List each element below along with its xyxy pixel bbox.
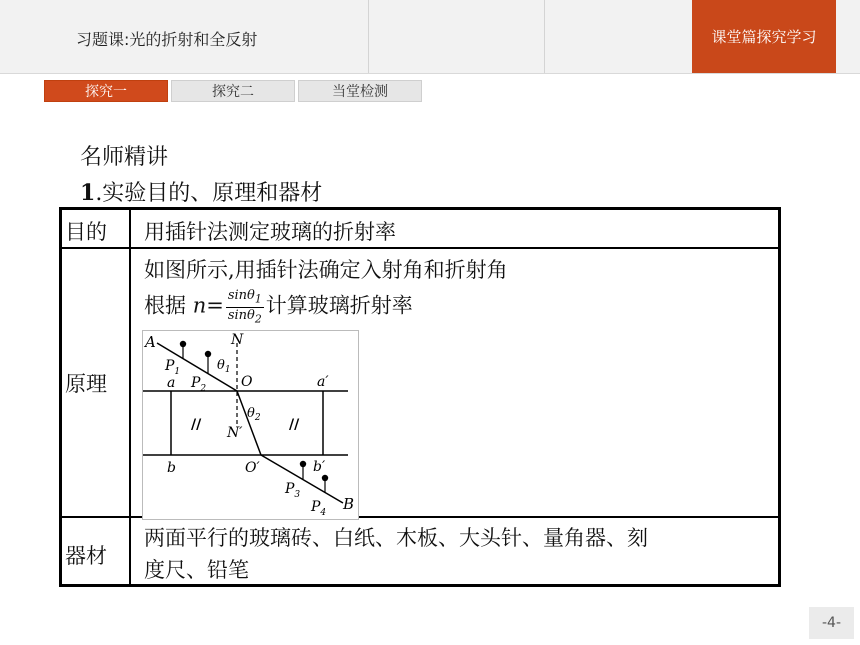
pin-p2 <box>205 351 211 357</box>
principle-line-1: 如图所示,用插针法确定入射角和折射角 <box>144 258 508 282</box>
numerator-text: sinθ <box>227 288 255 303</box>
formula-variable: n <box>192 293 207 318</box>
subheading-text: .实验目的、原理和器材 <box>95 181 323 206</box>
lesson-title: 习题课:光的折射和全反射 <box>76 30 258 49</box>
section-badge[interactable]: 课堂篇探究学习 <box>692 0 836 73</box>
tab-in-class-test[interactable]: 当堂检测 <box>298 80 422 102</box>
top-header-bar <box>0 0 860 74</box>
denominator-sub: 2 <box>254 312 262 326</box>
formula-suffix: 计算玻璃折射率 <box>265 293 413 318</box>
label-P2: $P_2$ <box>191 375 207 394</box>
pin-p4 <box>322 475 328 481</box>
denominator-text: sinθ <box>227 307 255 323</box>
table-row-divider-1 <box>62 247 778 249</box>
label-a: a <box>167 375 176 391</box>
pin-p3 <box>300 461 306 467</box>
formula-prefix: 根据 <box>144 293 193 318</box>
header-cell-blank-2 <box>545 0 693 73</box>
refraction-diagram-svg <box>143 331 358 519</box>
label-N: N <box>231 332 244 348</box>
label-N-prime: N′ <box>227 425 243 441</box>
label-B: B <box>343 495 355 513</box>
row-label-equipment: 器材 <box>65 544 107 568</box>
experiment-table <box>59 207 781 587</box>
glass-hatch-right: // <box>289 417 300 433</box>
label-P4: $P_4$ <box>311 499 327 518</box>
formula-equals: = <box>206 293 224 318</box>
label-A: A <box>145 333 156 351</box>
label-P3: $P_3$ <box>285 481 301 500</box>
tab-explore-1[interactable]: 探究一 <box>44 80 168 102</box>
label-P1: $P_1$ <box>165 358 181 377</box>
refraction-fraction <box>226 288 264 326</box>
header-cell-blank-1 <box>369 0 545 73</box>
fraction-denominator <box>226 308 264 327</box>
pin-p1 <box>180 341 186 347</box>
glass-hatch-left: // <box>191 417 202 433</box>
header-cell-blank-3 <box>837 0 860 73</box>
tab-explore-2[interactable]: 探究二 <box>171 80 295 102</box>
principle-line-2 <box>144 288 413 326</box>
refraction-diagram <box>142 330 359 520</box>
subheading-number: 1 <box>80 180 96 206</box>
table-column-divider <box>129 210 131 584</box>
numerator-sub: 1 <box>254 292 262 306</box>
page-number: -4- <box>809 607 854 639</box>
label-O: O <box>241 374 253 390</box>
label-O-prime: O′ <box>245 460 260 476</box>
row-label-principle: 原理 <box>65 372 107 396</box>
label-theta2: $\theta_2$ <box>247 406 261 423</box>
label-b-prime: b′ <box>313 459 326 475</box>
label-b: b <box>167 460 176 476</box>
label-theta1: $\theta_1$ <box>217 358 231 375</box>
fraction-numerator <box>226 288 264 308</box>
row-label-purpose: 目的 <box>65 220 107 244</box>
equipment-line-2: 度尺、铅笔 <box>144 558 249 582</box>
equipment-line-1: 两面平行的玻璃砖、白纸、木板、大头针、量角器、刻 <box>144 526 648 550</box>
label-a-prime: a′ <box>317 374 329 390</box>
section-heading: 名师精讲 <box>80 145 169 170</box>
row-text-purpose: 用插针法测定玻璃的折射率 <box>144 220 396 244</box>
refracted-ray <box>237 391 261 455</box>
subheading <box>80 176 322 207</box>
